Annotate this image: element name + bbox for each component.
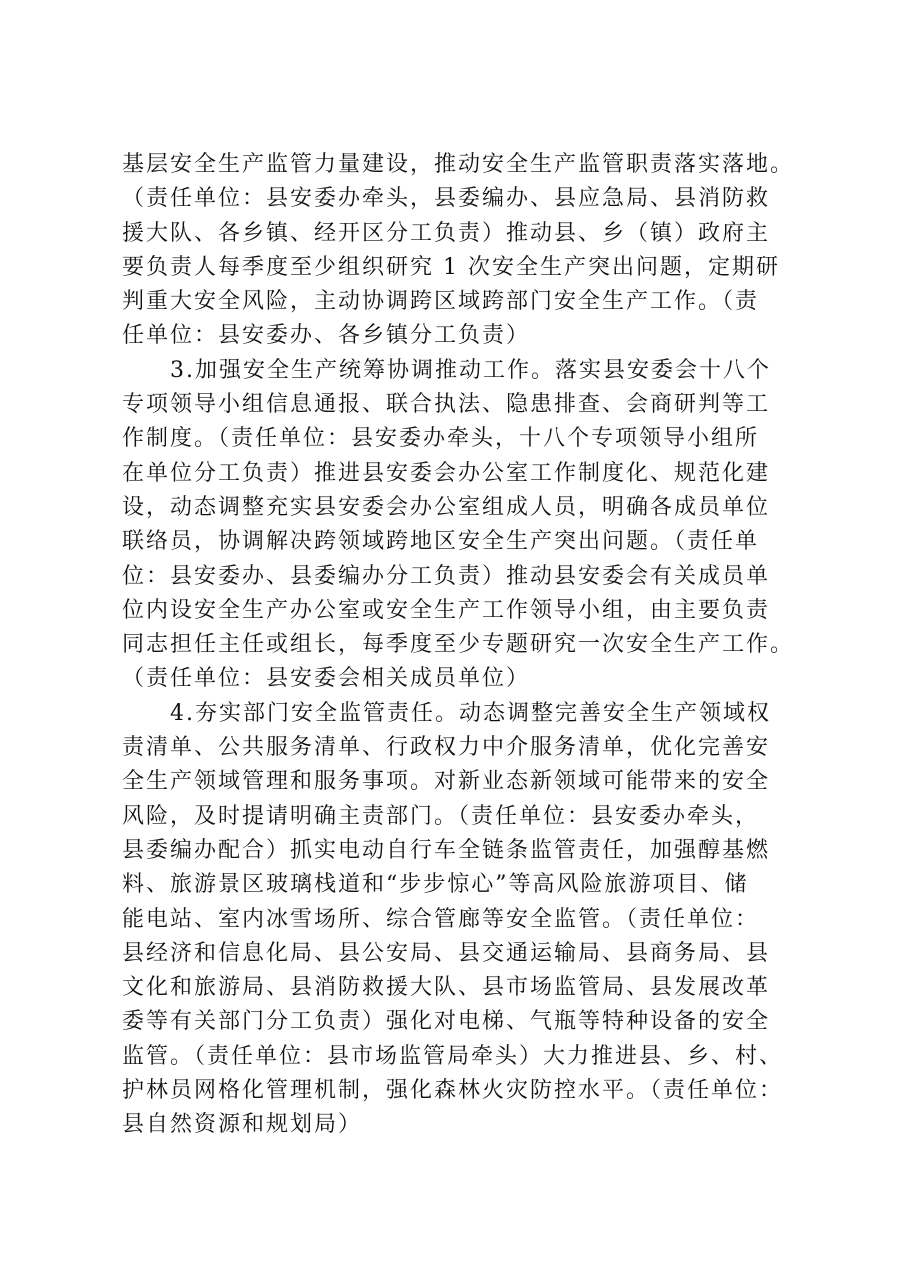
text-line: 护林员网格化管理机制，强化森林火灾防控水平。（责任单位： (122, 1078, 784, 1104)
text-line: 设，动态调整充实县安委会办公室组成人员，明确各成员单位 (122, 494, 771, 520)
text-line: 委等有关部门分工负责）强化对电梯、气瓶等特种设备的安全 (122, 1009, 771, 1035)
paragraph-first-line: 4.夯实部门安全监管责任。动态调整完善安全生产领域权 (170, 700, 771, 726)
text-line: 援大队、各乡镇、经开区分工负责）推动县、乡（镇）政府主 (122, 220, 771, 246)
text-line: 监管。（责任单位：县市场监管局牵头）大力推进县、乡、村、 (122, 1043, 784, 1069)
text-line: 在单位分工负责）推进县安委会办公室工作制度化、规范化建 (122, 460, 771, 486)
text-line: 风险，及时提请明确主责部门。（责任单位：县安委办牵头， (122, 803, 760, 829)
text-line: 要负责人每季度至少组织研究 1 次安全生产突出问题，定期研 (122, 254, 780, 280)
text-line: 料、旅游景区玻璃栈道和“步步惊心”等高风险旅游项目、储 (122, 872, 749, 898)
text-line: （责任单位：县安委办牵头，县委编办、县应急局、县消防救 (122, 186, 771, 212)
text-line: 县委编办配合）抓实电动自行车全链条监管责任，加强醇基燃 (122, 837, 771, 863)
paragraph-first-line: 3.加强安全生产统筹协调推动工作。落实县安委会十八个 (170, 357, 771, 383)
text-line: （责任单位：县安委会相关成员单位） (122, 666, 531, 692)
text-line: 县经济和信息化局、县公安局、县交通运输局、县商务局、县 (122, 940, 771, 966)
text-line: 全生产领域管理和服务事项。对新业态新领域可能带来的安全 (122, 769, 771, 795)
text-line: 文化和旅游局、县消防救援大队、县市场监管局、县发展改革 (122, 975, 771, 1001)
text-line: 作制度。（责任单位：县安委办牵头，十八个专项领导小组所 (122, 426, 760, 452)
text-line: 任单位：县安委办、各乡镇分工负责） (122, 323, 531, 349)
text-line: 责清单、公共服务清单、行政权力中介服务清单，优化完善安 (122, 735, 771, 761)
text-line: 判重大安全风险，主动协调跨区域跨部门安全生产工作。（责 (122, 289, 760, 315)
document-body (122, 148, 812, 1143)
text-line: 联络员，协调解决跨领域跨地区安全生产突出问题。（责任单 (122, 529, 760, 555)
text-line: 县自然资源和规划局） (122, 1112, 363, 1138)
text-line: 专项领导小组信息通报、联合执法、隐患排查、会商研判等工 (122, 392, 771, 418)
text-line: 同志担任主任或组长，每季度至少专题研究一次安全生产工作。 (122, 632, 795, 658)
text-line: 能电站、室内冰雪场所、综合管廊等安全监管。（责任单位： (122, 906, 760, 932)
text-line: 位：县安委办、县委编办分工负责）推动县安委会有关成员单 (122, 563, 771, 589)
text-line: 位内设安全生产办公室或安全生产工作领导小组，由主要负责 (122, 597, 771, 623)
text-line: 基层安全生产监管力量建设，推动安全生产监管职责落实落地。 (122, 152, 795, 177)
